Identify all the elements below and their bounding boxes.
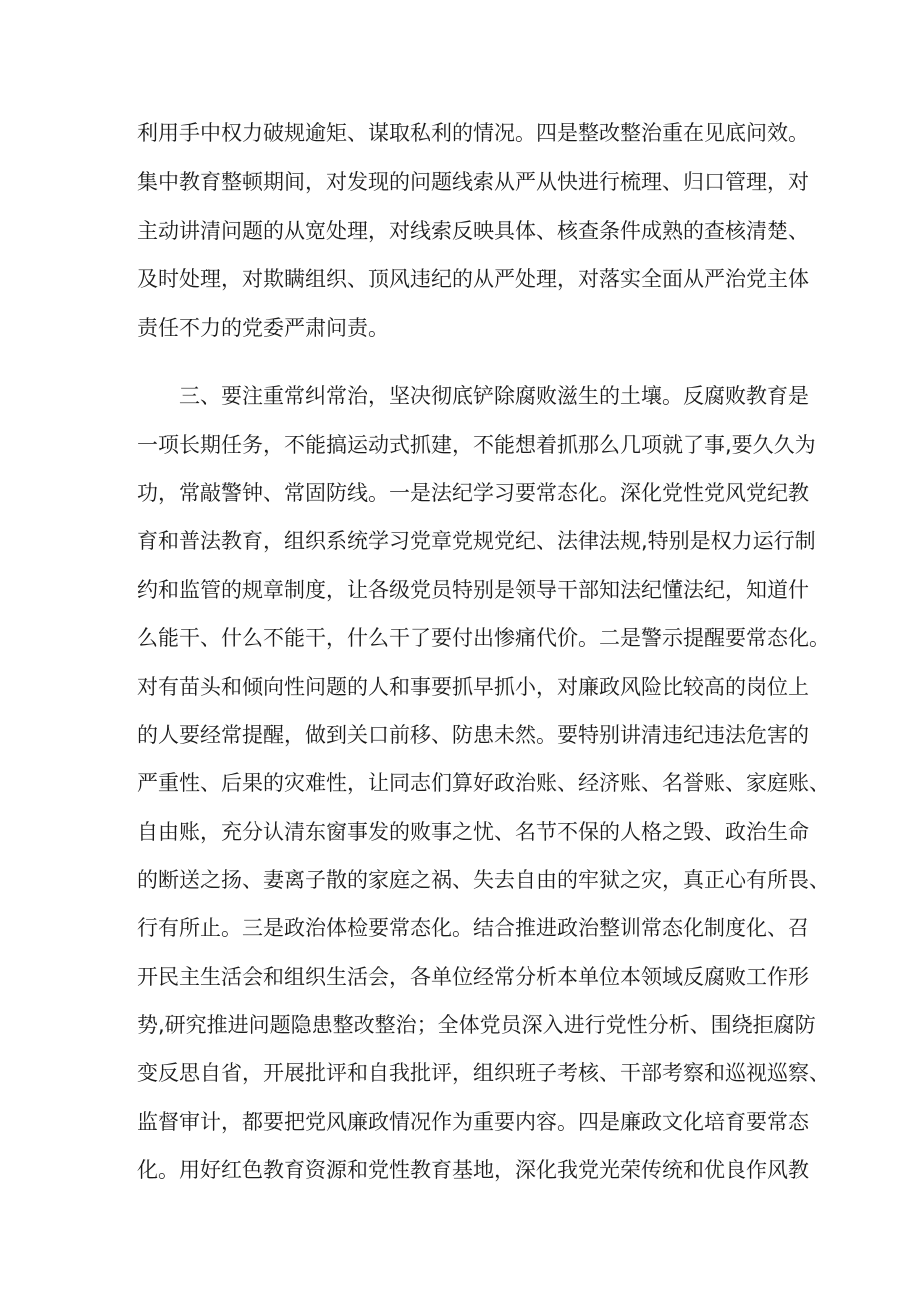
text-line: 监督审计，都要把党风廉政情况作为重要内容。四是廉政文化培育要常态	[137, 1110, 809, 1134]
text-line: 及时处理，对欺瞒组织、顶风违纪的从严处理，对落实全面从严治党主体	[137, 267, 809, 291]
text-line: 对有苗头和倾向性问题的人和事要抓早抓小，对廉政风险比较高的岗位上	[137, 675, 809, 699]
text-line: 变反思自省，开展批评和自我批评，组织班子考核、干部考察和巡视巡察、	[137, 1061, 830, 1085]
text-line: 一项长期任务，不能搞运动式抓建，不能想着抓那么几项就了事,要久久为	[137, 433, 816, 457]
text-line: 势,研究推进问题隐患整改整治；全体党员深入进行党性分析、围绕拒腐防	[137, 1013, 816, 1037]
paragraph-first-line: 三、要注重常纠常治，坚决彻底铲除腐败滋生的土壤。反腐败教育是	[179, 384, 809, 408]
text-line: 育和普法教育，组织系统学习党章党规党纪、法律法规,特别是权力运行制	[137, 529, 816, 553]
text-line: 么能干、什么不能干，什么干了要付出惨痛代价。二是警示提醒要常态化。	[137, 626, 830, 650]
text-line: 主动讲清问题的从宽处理，对线索反映具体、核查条件成熟的查核清楚、	[137, 219, 809, 243]
text-line: 行有所止。三是政治体检要常态化。结合推进政治整训常态化制度化、召	[137, 916, 809, 940]
text-line: 集中教育整顿期间，对发现的问题线索从严从快进行梳理、归口管理，对	[137, 170, 809, 194]
text-line: 的断送之扬、妻离子散的家庭之祸、失去自由的牢狱之灾，真正心有所畏、	[137, 868, 830, 892]
text-line: 化。用好红色教育资源和党性教育基地，深化我党光荣传统和优良作风教	[137, 1158, 809, 1182]
text-line: 严重性、后果的灾难性，让同志们算好政治账、经济账、名誉账、家庭账、	[137, 771, 830, 795]
text-line: 自由账，充分认清东窗事发的败事之忧、名节不保的人格之毁、政治生命	[137, 820, 809, 844]
text-line: 约和监管的规章制度，让各级党员特别是领导干部知法纪懂法纪，知道什	[137, 578, 809, 602]
text-line: 利用手中权力破规逾矩、谋取私利的情况。四是整改整治重在见底问效。	[137, 121, 809, 145]
text-line: 责任不力的党委严肃问责。	[137, 316, 389, 340]
text-line: 的人要经常提醒，做到关口前移、防患未然。要特别讲清违纪违法危害的	[137, 723, 809, 747]
text-line: 开民主生活会和组织生活会，各单位经常分析本单位本领域反腐败工作形	[137, 965, 809, 989]
text-line: 功，常敲警钟、常固防线。一是法纪学习要常态化。深化党性党风党纪教	[137, 481, 809, 505]
